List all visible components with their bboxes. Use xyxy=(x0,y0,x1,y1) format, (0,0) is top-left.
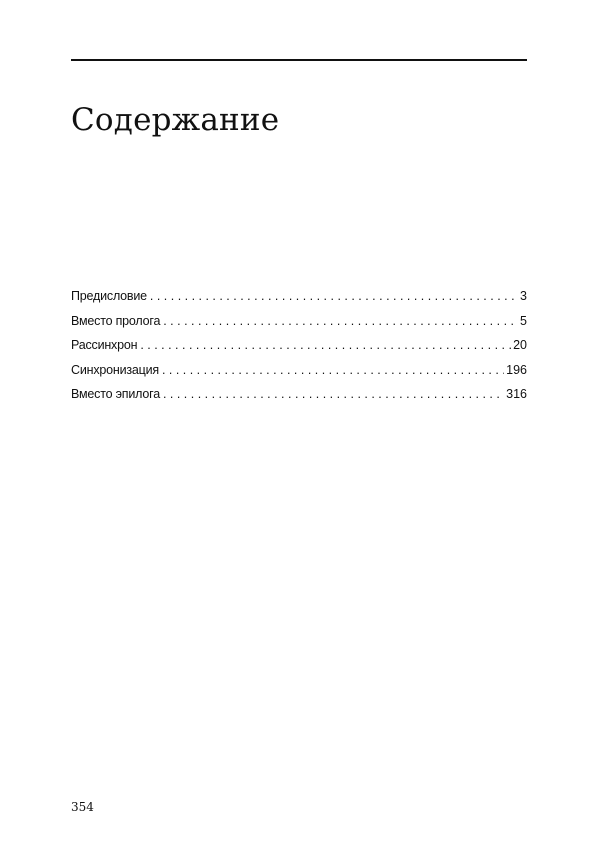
toc-entry-title: Предисловие xyxy=(71,289,147,303)
dot-leader xyxy=(163,314,518,328)
page-number: 354 xyxy=(71,800,94,814)
dot-leader xyxy=(140,338,511,352)
toc-entry-desync[interactable] xyxy=(71,338,527,363)
toc-entry-title: Рассинхрон xyxy=(71,338,138,352)
toc-entry-page: 196 xyxy=(506,362,527,377)
toc-entry-page: 316 xyxy=(506,387,527,401)
toc-entry-page: 5 xyxy=(520,313,527,328)
toc-entry-instead-of-prologue[interactable] xyxy=(71,314,527,339)
toc-entry-synchronization[interactable] xyxy=(71,363,527,388)
toc-entry-instead-of-epilogue[interactable] xyxy=(71,387,527,412)
toc-entry-title: Вместо эпилога xyxy=(71,387,160,401)
toc-entry-preface[interactable] xyxy=(71,289,527,314)
toc-entry-page: 3 xyxy=(520,289,527,303)
toc-entry-title: Синхронизация xyxy=(71,362,159,377)
dot-leader xyxy=(150,289,518,303)
dot-leader xyxy=(162,363,504,377)
dot-leader xyxy=(163,387,504,401)
toc-entry-page: 20 xyxy=(513,338,527,352)
table-of-contents xyxy=(71,289,527,412)
top-rule xyxy=(71,59,527,61)
page-title: Содержание xyxy=(71,102,280,138)
toc-entry-title: Вместо пролога xyxy=(71,313,161,328)
